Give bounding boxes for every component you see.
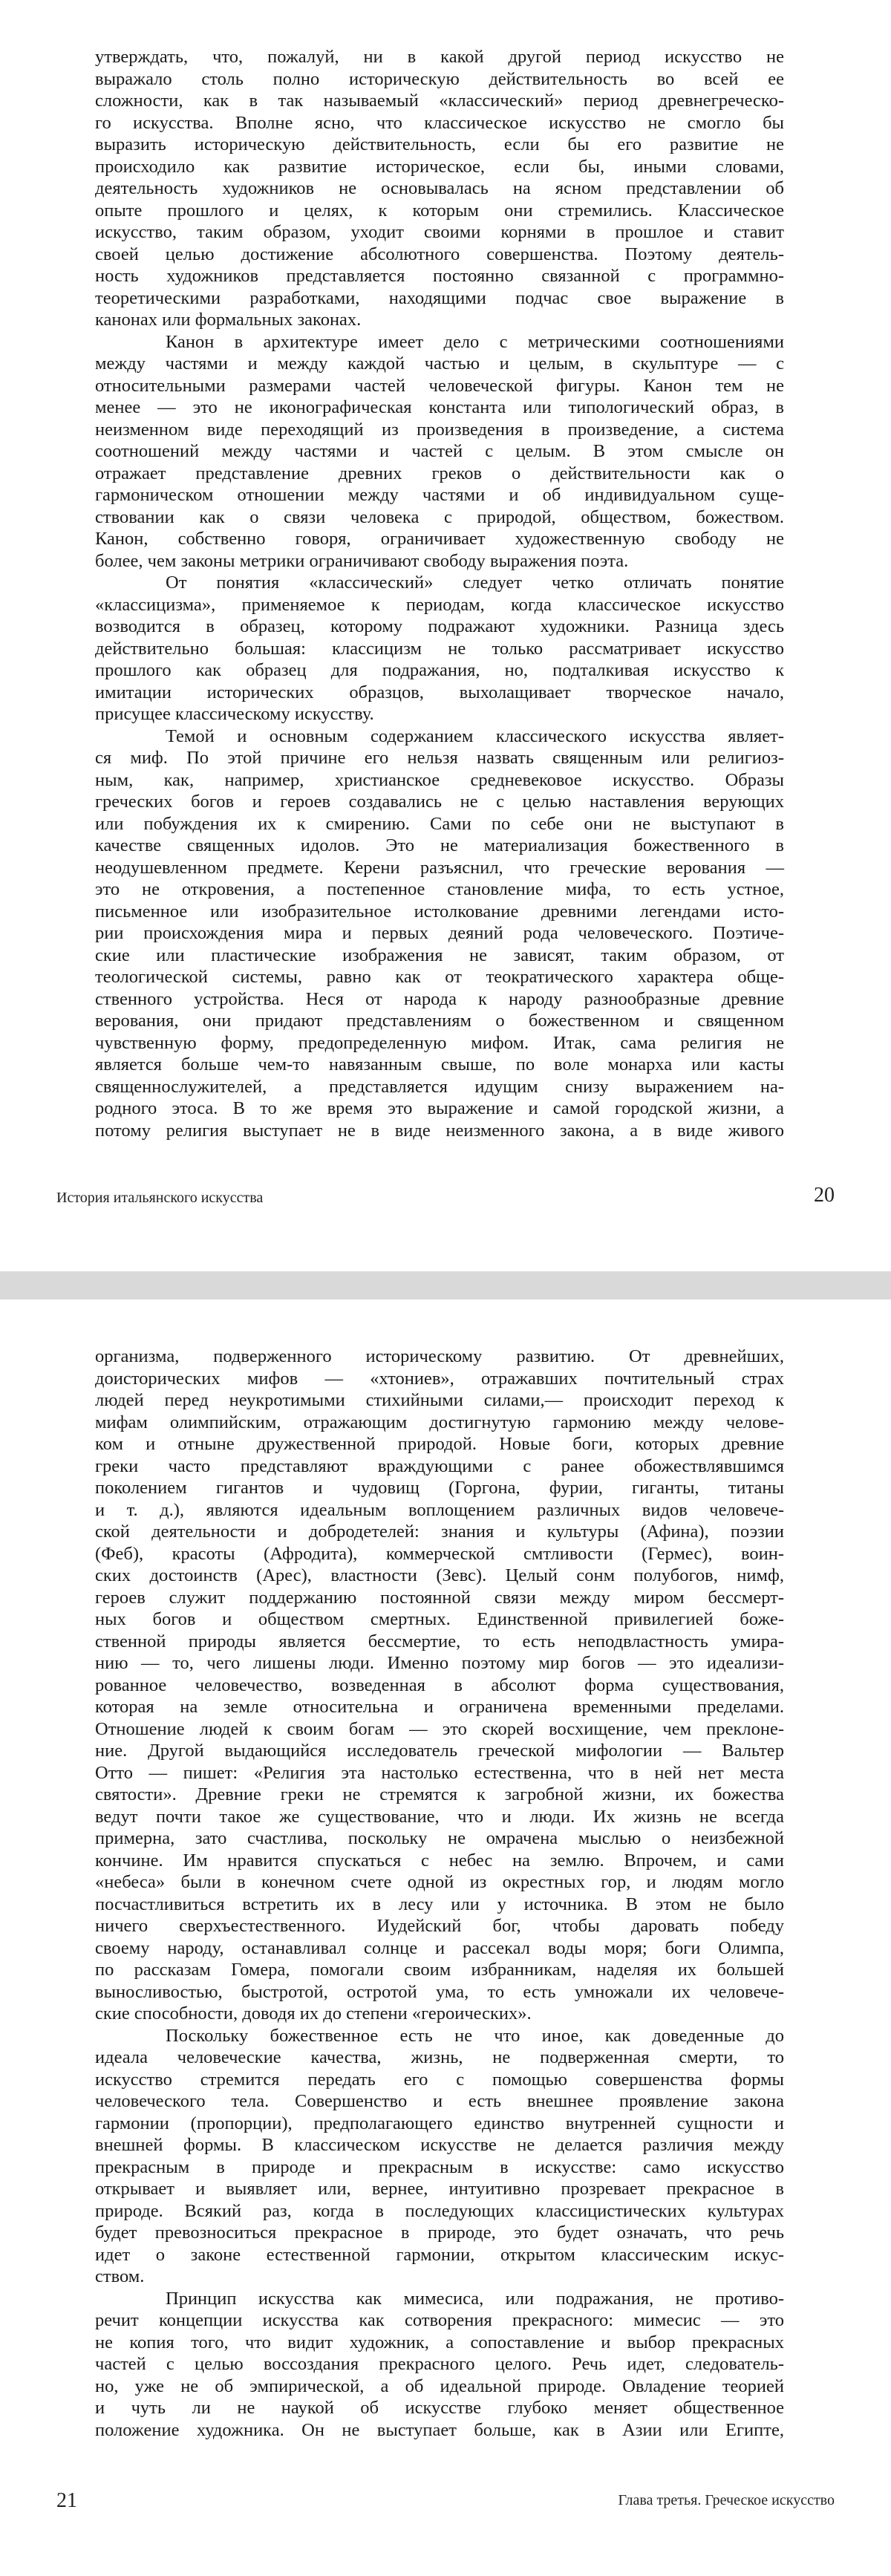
text-line: «классицизма», применяемое к периодам, когда классическое искусство — [95, 594, 784, 615]
text-line: ством. — [95, 2266, 145, 2286]
text-line: но, уже не об эмпирической, а об идеальной природе. Овладение теорией — [95, 2376, 784, 2396]
text-line: От понятия «классический» следует четко отличать понятие — [166, 573, 784, 593]
text-line: действительно большая: классицизм не только рассматривает искусство — [95, 638, 784, 659]
text-line: верования, они придают представлениям о божественном и священном — [95, 1011, 784, 1031]
text-line: менее — это не иконографическая константа или типологический образ, в — [95, 397, 784, 417]
text-line: между частями и между каждой частью и целым, в скульптуре — с — [95, 353, 784, 374]
text-line: частей с целью воссоздания прекрасного целого. Речь идет, следователь- — [95, 2354, 784, 2374]
text-line: греческих богов и героев создавались не с целью наставления верующих — [95, 792, 784, 812]
text-line: это не откровения, а постепенное становление мифа, то есть устное, — [95, 879, 784, 899]
text-line: гармонии (пропорции), предполагающего единство внутренней сущности и — [95, 2113, 784, 2133]
text-line: идеала человеческие качества, жизнь, не подверженная смерти, то — [95, 2047, 784, 2067]
text-line: не копия того, что видит художник, а сопоставление и выбор прекрасных — [95, 2332, 784, 2352]
text-line: греки часто представляют враждующими с ранее обожествлявшимся — [95, 1455, 784, 1476]
text-line: идет о законе естественной гармонии, открытом классическим искус- — [95, 2244, 784, 2265]
text-line: организма, подверженного историческому развитию. От древнейших, — [95, 1346, 784, 1366]
text-line: ничего сверхъестественного. Иудейский бог, чтобы даровать победу — [95, 1916, 784, 1936]
text-line: относительными размерами частей человеческой фигуры. Канон тем не — [95, 375, 784, 396]
text-line: ственного устройства. Неся от народа к народу разнообразные древние — [95, 988, 784, 1009]
text-line: «небеса» были в конечном счете одной из окрестных гор, и людям могло — [95, 1872, 784, 1892]
text-line: присущее классическому искусству. — [95, 704, 374, 724]
text-line: неодушевленном предмете. Керени разъяснил, что греческие верования — — [95, 857, 784, 878]
text-line: Канон, собственно говоря, ограничивает художественную свободу не — [95, 529, 784, 549]
text-line: ской деятельности и добродетелей: знания и культуры (Афина), поэзии — [95, 1522, 784, 1542]
text-line: Поскольку божественное есть не что иное, как доведенные до — [166, 2025, 784, 2046]
text-line: ком и отныне дружественной природой. Новые боги, которых древние — [95, 1434, 784, 1454]
text-line: чувственную форму, предопределенную мифом. Итак, сама религия не — [95, 1032, 784, 1053]
text-line: мифам олимпийским, отражающим достигнутую гармонию между челове- — [95, 1412, 784, 1432]
text-line: по рассказам Гомера, помогали своим избранникам, наделяя их большей — [95, 1960, 784, 1980]
text-line: доисторических мифов — «хтониев», отражавших почтительный страх — [95, 1368, 784, 1389]
text-line: Темой и основным содержанием классического искусства являет- — [166, 725, 784, 746]
text-line: нию — то, чего лишены люди. Именно поэтому мир богов — это идеализи- — [95, 1653, 784, 1673]
text-line: прошлого как образец для подражания, но, подталкивая искусство к — [95, 660, 784, 680]
text-line: ских достоинств (Арес), властности (Зевс). Целый сонм полубогов, нимф, — [95, 1565, 784, 1585]
text-line: речит концепции искусства как сотворения прекрасного: мимесис — это — [95, 2310, 784, 2330]
text-line: родного этоса. В то же время это выражение и самой городской жизни, а — [95, 1098, 784, 1118]
text-line: потому религия выступает не в виде неизменного закона, а в виде живого — [95, 1120, 784, 1141]
text-line: священнослужителей, а представляется идущим снизу выражением на- — [95, 1076, 784, 1097]
text-line: качестве священных идолов. Это не материализация божественного в — [95, 835, 784, 855]
text-line: посчастливиться встретить их в лесу или у источника. В этом не было — [95, 1894, 784, 1914]
text-line: искусство стремится передать его с помощью совершенства формы — [95, 2069, 784, 2090]
text-line: своей целью достижение абсолютного совершенства. Поэтому деятель- — [95, 244, 784, 264]
page-number: 21 — [56, 2489, 77, 2512]
text-line: ным, как, например, христианское средневековое искусство. Образы — [95, 769, 784, 790]
running-footer-title: Глава третья. Греческое искусство — [618, 2492, 835, 2508]
text-line: ские способности, доводя их до степени «героических». — [95, 2003, 532, 2024]
page-left-20 — [0, 0, 891, 1271]
text-line: ние. Другой выдающийся исследователь греческой мифологии — Вальтер — [95, 1741, 784, 1761]
text-line: Принцип искусства как мимесиса, или подражания, не противо- — [166, 2288, 784, 2309]
text-line: имитации исторических образцов, выхолащивает творческое начало, — [95, 682, 784, 702]
body-text — [95, 1346, 784, 2441]
text-line: ность художников представляется постоянно связанной с программно- — [95, 266, 784, 286]
text-line: примерна, зато счастлива, поскольку не омрачена мыслью о неизбежной — [95, 1828, 784, 1848]
text-line: или побуждения их к смирению. Сами по себе они не выступают в — [95, 813, 784, 834]
text-line: Отношение людей к своим богам — это скорей восхищение, чем преклоне- — [95, 1718, 784, 1739]
text-line: кончине. Им нравится спускаться с небес на землю. Впрочем, и сами — [95, 1850, 784, 1871]
text-line: утверждать, что, пожалуй, ни в какой другой период искусство не — [95, 47, 784, 67]
text-line: ские или пластические изображения не зависят, таким образом, от — [95, 945, 784, 965]
text-line: является больше чем-то навязанным свыше, по воле монарха или касты — [95, 1054, 784, 1075]
text-line: выносливостью, быстротой, остротой ума, то есть умножали их человече- — [95, 1981, 784, 2002]
text-line: ствовании как о связи человека с природой, обществом, божеством. — [95, 506, 784, 527]
text-line: го искусства. Вполне ясно, что классическое искусство не смогло бы — [95, 112, 784, 133]
text-line: будет превозноситься прекрасное в природе, это будет означать, что речь — [95, 2223, 784, 2243]
text-line: рии происхождения мира и первых деяний рода человеческого. Поэтиче- — [95, 923, 784, 943]
text-line: прекрасным в природе и прекрасным в искусстве: само искусство — [95, 2156, 784, 2177]
text-line: выразить историческую действительность, если бы его развитие не — [95, 134, 784, 154]
text-line: рованное человечество, возведенная в абсолют форма существования, — [95, 1675, 784, 1695]
text-line: человеческого тела. Совершенство и есть внешнее проявление закона — [95, 2091, 784, 2111]
text-line: ственной природы является бессмертие, то есть неподвластность умира- — [95, 1631, 784, 1651]
text-line: открывает и выявляет или, вернее, интуитивно прозревает прекрасное в — [95, 2179, 784, 2199]
text-line: Отто — пишет: «Религия эта настолько естественна, что в ней нет места — [95, 1762, 784, 1783]
text-line: возводится в образец, которому подражают художники. Разница здесь — [95, 616, 784, 636]
text-line: ведут почти такое же существование, что и люди. Их жизнь не всегда — [95, 1806, 784, 1827]
text-line: сложности, как в так называемый «классический» период древнегреческо- — [95, 91, 784, 111]
text-line: выражало столь полно историческую действительность во всей ее — [95, 68, 784, 89]
text-line: теологической системы, равно как от теократического характера обще- — [95, 967, 784, 987]
text-line: и чуть ли не наукой об искусстве глубоко меняет общественное — [95, 2398, 784, 2418]
running-footer-title: История итальянского искусства — [56, 1190, 264, 1206]
page-right-21 — [0, 1300, 891, 2576]
text-line: теоретическими разработками, находящими подчас свое выражение в — [95, 287, 784, 308]
text-line: происходило как развитие историческое, если бы, иными словами, — [95, 156, 784, 177]
text-line: письменное или изобразительное истолкование древними легендами исто- — [95, 901, 784, 922]
text-line: положение художника. Он не выступает больше, как в Азии или Египте, — [95, 2419, 784, 2440]
text-line: искусство, таким образом, уходит своими корнями в прошлое и ставит — [95, 222, 784, 242]
text-line: внешней формы. В классическом искусстве не делается различия между — [95, 2135, 784, 2155]
text-line: природе. Всякий раз, когда в последующих классицистических культурах — [95, 2200, 784, 2221]
text-line: святости». Древние греки не стремятся к загробной жизни, их божества — [95, 1784, 784, 1804]
text-line: более, чем законы метрики ограничивают свободу выражения поэта. — [95, 550, 629, 571]
text-line: ся миф. По этой причине его нельзя назвать священным или религиоз- — [95, 748, 784, 768]
text-line: и т. д.), являются идеальным воплощением различных видов человече- — [95, 1499, 784, 1520]
text-line: деятельность художников не основывалась на ясном представлении об — [95, 178, 784, 198]
text-line: ных богов и обществом смертных. Единственной привилегией боже- — [95, 1609, 784, 1629]
text-line: которая на земле относительна и ограничена временными пределами. — [95, 1697, 784, 1717]
text-line: отражает представление древних греков о действительности как о — [95, 463, 784, 483]
text-line: своему народу, останавливал солнце и рассекал воды моря; боги Олимпа, — [95, 1937, 784, 1958]
text-line: неизменном виде переходящий из произведения в произведение, а система — [95, 419, 784, 440]
text-line: гармоническом отношении между частями и об индивидуальном суще- — [95, 485, 784, 505]
text-line: (Феб), красоты (Афродита), коммерческой смтливости (Гермес), воин- — [95, 1543, 784, 1564]
body-text — [95, 46, 784, 1141]
text-line: Канон в архитектуре имеет дело с метрическими соотношениями — [166, 331, 784, 352]
text-line: соотношений между частями и частей с целым. В этом смысле он — [95, 441, 784, 461]
text-line: людей перед неукротимыми стихийными силами,— происходит переход к — [95, 1390, 784, 1410]
text-line: героев служит поддержанию постоянной связи между миром бессмерт- — [95, 1587, 784, 1608]
text-line: поколением гигантов и чудовищ (Горгона, фурии, гиганты, титаны — [95, 1478, 784, 1498]
page-number: 20 — [814, 1184, 835, 1207]
text-line: канонах или формальных законах. — [95, 310, 362, 330]
text-line: опыте прошлого и целях, к которым они стремились. Классическое — [95, 200, 784, 221]
